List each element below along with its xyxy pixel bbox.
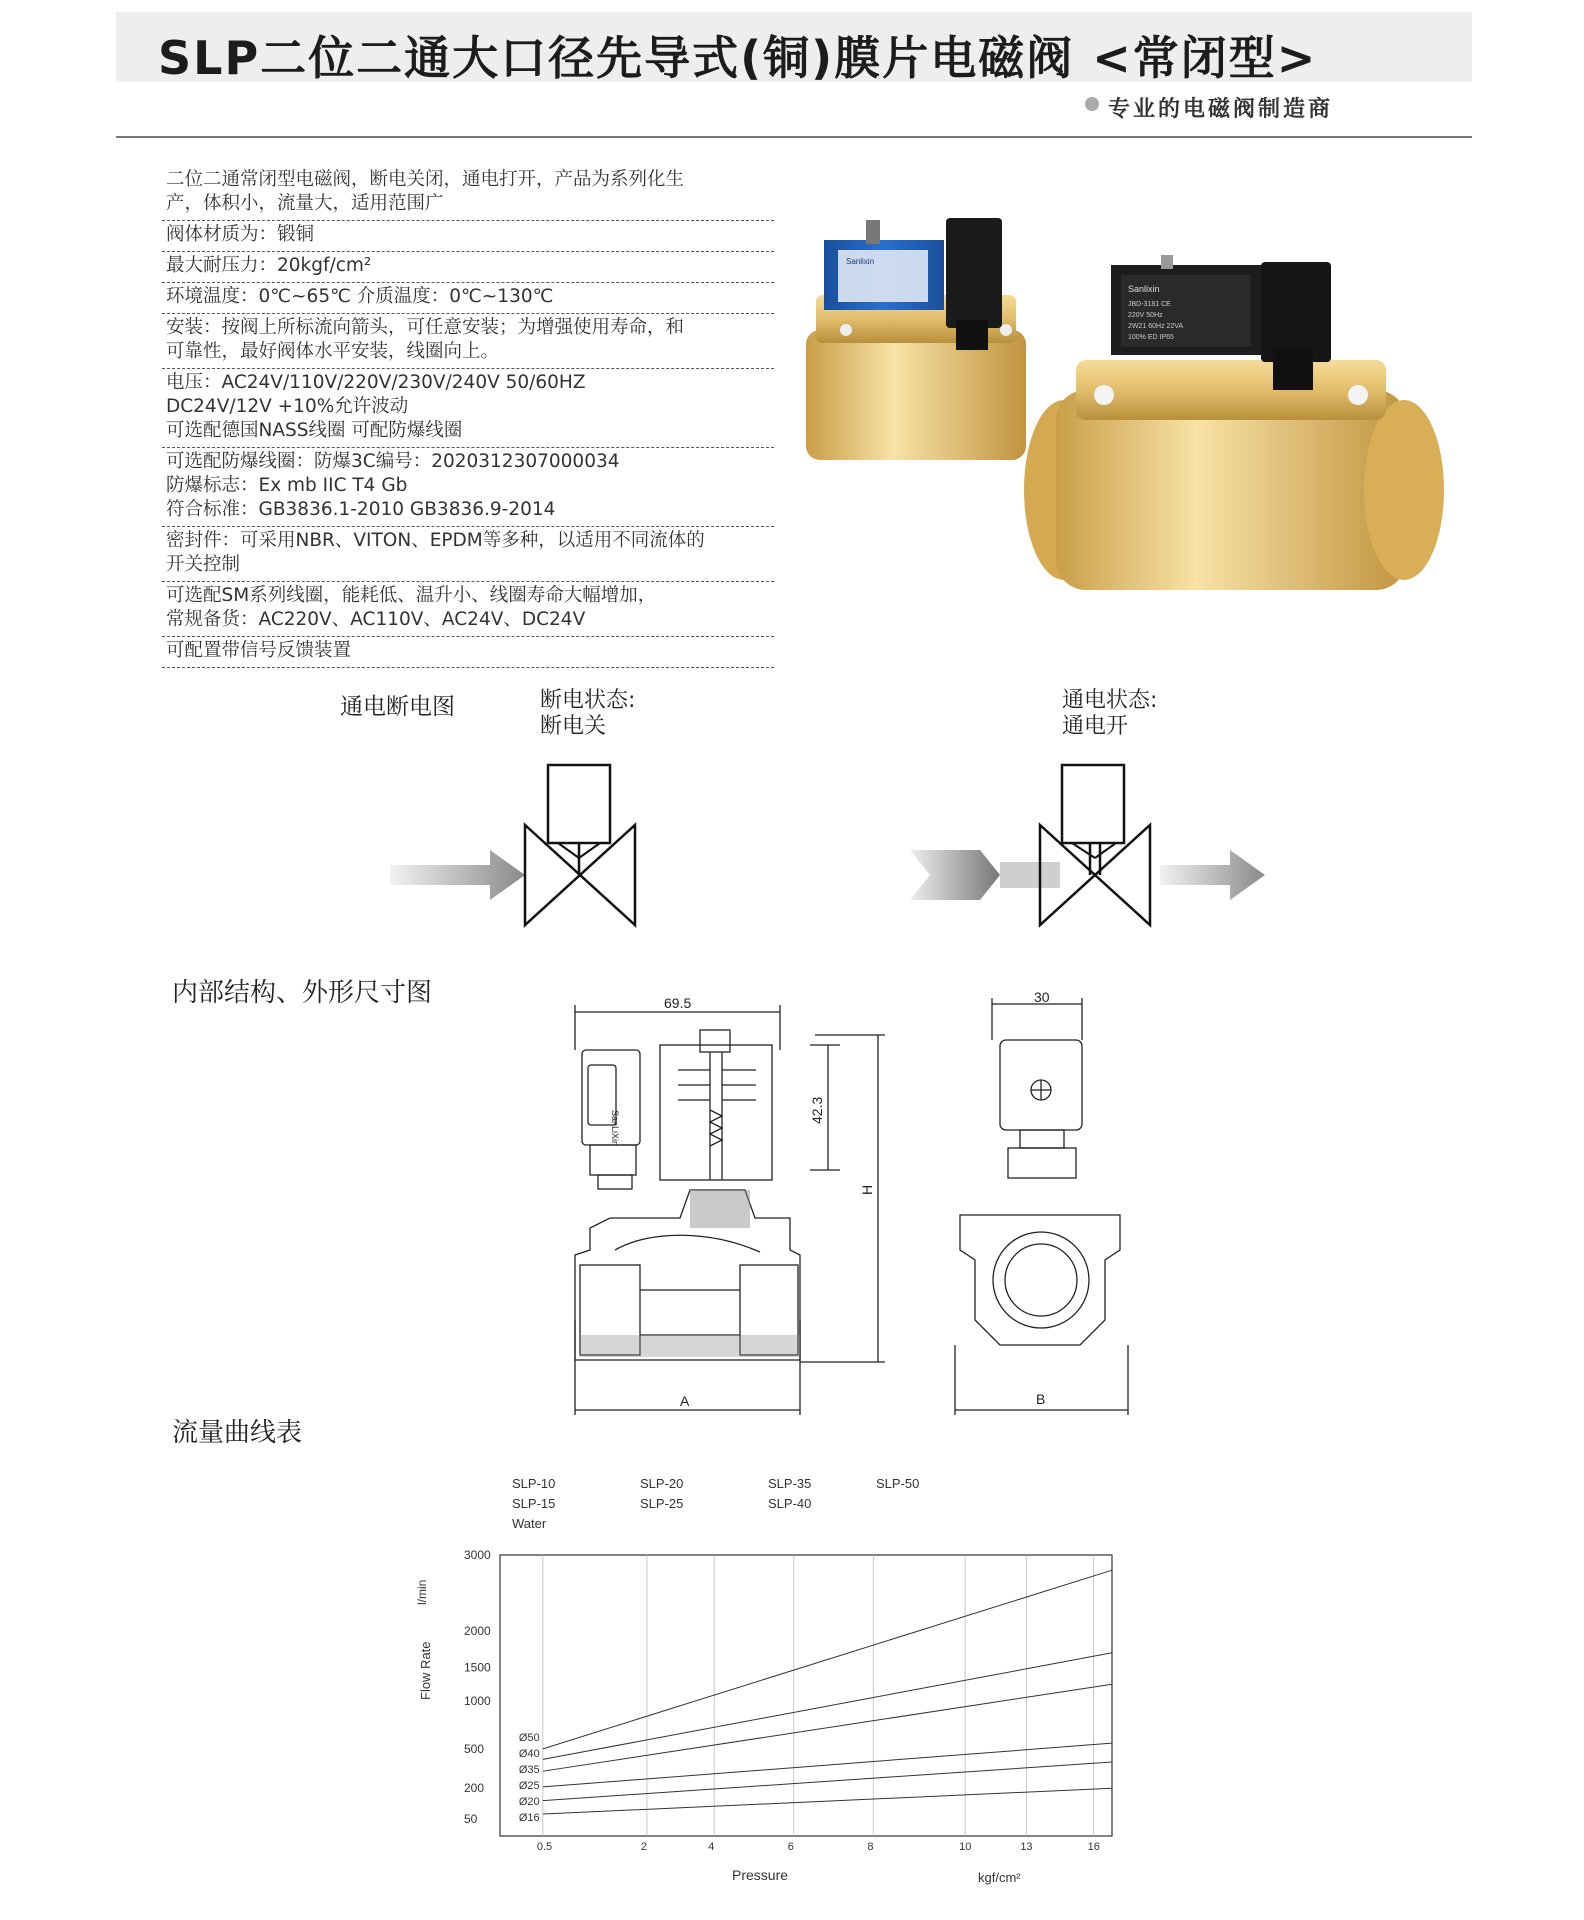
flow-chart (400, 1470, 1140, 1900)
y-tick-label: 200 (464, 1781, 485, 1796)
spec-row (162, 314, 774, 369)
tagline: 专业的电磁阀制造商 (1108, 97, 1334, 122)
spec-row (162, 166, 774, 221)
legend-entry: SLP-50 (876, 1476, 920, 1491)
series-label: Ø50 (518, 1732, 540, 1744)
dim-coil-height: 42.3 (809, 1096, 825, 1124)
spec-line: 二位二通常闭型电磁阀，断电关闭，通电打开，产品为系列化生 (166, 169, 685, 190)
y-tick-label: 1000 (464, 1694, 491, 1709)
spec-line: 可配置带信号反馈装置 (166, 640, 352, 661)
y-tick-label: 3000 (464, 1548, 491, 1562)
legend-entry: SLP-20 (640, 1476, 684, 1491)
y-axis-label: Flow Rate (418, 1641, 433, 1700)
coil-brand-label: SanLiXin (610, 1110, 620, 1147)
inflow-arrow-icon (390, 850, 525, 900)
dim-width-top: 69.5 (664, 995, 692, 1011)
product-photos (806, 200, 1446, 600)
spec-line: 可靠性，最好阀体水平安装，线圈向上。 (166, 341, 500, 362)
spec-row (162, 221, 774, 252)
spec-row (162, 369, 774, 448)
y-tick-label: 50 (464, 1812, 478, 1827)
dim-a-label: A (680, 1393, 690, 1409)
spec-line: 防爆标志：Ex mb IIC T4 Gb (166, 475, 408, 496)
spec-row (162, 283, 774, 314)
dim-side-width: 30 (1034, 990, 1050, 1005)
x-tick-label: 0.5 (536, 1841, 553, 1853)
series-label: Ø35 (518, 1764, 540, 1776)
x-axis-unit: kgf/cm² (978, 1870, 1021, 1885)
spec-line: 可选配德国NASS线圈 可配防爆线圈 (166, 420, 463, 441)
spec-row (162, 448, 774, 527)
spec-list (162, 166, 774, 668)
legend-entry: SLP-15 (512, 1496, 556, 1511)
x-tick-label: 6 (787, 1841, 794, 1853)
spec-line: 符合标准：GB3836.1-2010 GB3836.9-2014 (166, 499, 556, 520)
legend-entry: SLP-10 (512, 1476, 556, 1491)
header-rule (116, 136, 1472, 138)
spec-line: 可选配防爆线圈：防爆3C编号：2020312307000034 (166, 451, 620, 472)
page-title: SLP二位二通大口径先导式(铜)膜片电磁阀 <常闭型> (158, 31, 1318, 85)
spec-line: 可选配SM系列线圈，能耗低、温升小、线圈寿命大幅增加， (166, 585, 657, 606)
spec-row (162, 527, 774, 582)
legend-entry: SLP-35 (768, 1476, 812, 1491)
spec-line: 常规备货：AC220V、AC110V、AC24V、DC24V (166, 609, 586, 630)
series-label: Ø16 (518, 1812, 540, 1824)
dimension-section-label: 内部结构、外形尺寸图 (172, 978, 433, 1008)
plot-frame (500, 1555, 1112, 1836)
flow-section-label: 流量曲线表 (172, 1418, 303, 1448)
flow-out-arrow-icon (1160, 850, 1265, 900)
x-tick-label: 4 (708, 1841, 715, 1853)
spec-line: 阀体材质为：锻铜 (166, 224, 315, 245)
large-label-line: 220V 50Hz (1128, 312, 1163, 319)
spec-line: 密封件：可采用NBR、VITON、EPDM等多种，以适用不同流体的 (166, 530, 705, 551)
x-tick-label: 8 (867, 1841, 874, 1853)
flow-in-arrow-icon (910, 850, 1000, 900)
y-axis-unit: l/min (415, 1579, 429, 1605)
dimension-drawing (560, 990, 1160, 1430)
large-label-line: 2W21 60Hz 22VA (1128, 323, 1184, 330)
spec-row (162, 582, 774, 637)
spec-row (162, 252, 774, 283)
dim-height-label: H (859, 1184, 875, 1195)
legend-entry: SLP-40 (768, 1496, 812, 1511)
on-state-sub: 通电开 (1062, 714, 1129, 739)
x-tick-label: 10 (959, 1841, 972, 1853)
state-section-label: 通电断电图 (340, 694, 455, 720)
large-valve-image (1024, 255, 1444, 590)
spec-line: 产，体积小，流量大，适用范围广 (166, 193, 444, 214)
x-axis-label: Pressure (732, 1867, 789, 1883)
large-label-line: 100% ED IP65 (1128, 334, 1174, 341)
off-state-title: 断电状态: (540, 688, 636, 713)
series-label: Ø20 (518, 1796, 540, 1808)
y-tick-label: 500 (464, 1741, 485, 1756)
spec-row (162, 637, 774, 668)
y-tick-label: 1500 (464, 1660, 491, 1675)
spec-line: 电压：AC24V/110V/220V/230V/240V 50/60HZ (166, 372, 586, 393)
dim-b-label: B (1036, 1391, 1046, 1407)
legend-entry: SLP-25 (640, 1496, 684, 1511)
large-label-line: JBD-3181 CE (1128, 301, 1171, 308)
y-tick-label: 2000 (464, 1623, 491, 1638)
x-tick-label: 13 (1020, 1841, 1033, 1853)
spec-line: 环境温度：0℃~65℃ 介质温度：0℃~130℃ (166, 286, 554, 307)
on-state-title: 通电状态: (1062, 688, 1158, 713)
small-brand-label: Sanlixin (846, 257, 875, 266)
x-tick-label: 16 (1087, 1841, 1100, 1853)
series-label: Ø25 (518, 1780, 540, 1792)
x-tick-label: 2 (640, 1841, 648, 1853)
tagline-dot-icon (1085, 97, 1099, 111)
small-valve-image (806, 218, 1026, 460)
spec-line: DC24V/12V +10%允许波动 (166, 396, 409, 417)
spec-line: 最大耐压力：20kgf/cm² (166, 255, 372, 276)
spec-line: 安装：按阀上所标流向箭头，可任意安装；为增强使用寿命，和 (166, 317, 685, 338)
spec-line: 开关控制 (166, 554, 241, 575)
off-state-diagram (390, 765, 635, 925)
on-state-diagram (910, 765, 1265, 925)
off-state-sub: 断电关 (540, 714, 607, 739)
legend-entry: Water (512, 1516, 547, 1531)
series-label: Ø40 (518, 1748, 540, 1760)
state-diagrams (380, 750, 1300, 940)
large-brand-label: Sanlixin (1128, 284, 1160, 294)
